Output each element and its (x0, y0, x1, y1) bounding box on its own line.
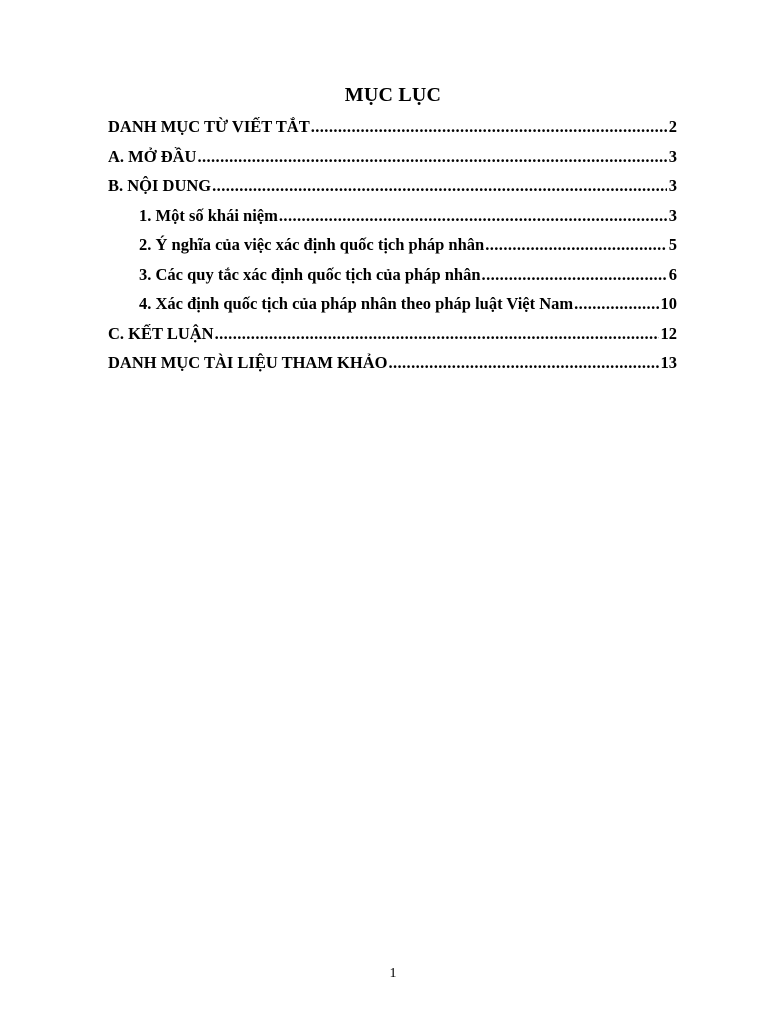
toc-entry-page: 13 (660, 353, 677, 372)
toc-entry-references[interactable] (108, 353, 677, 383)
toc-title: MỤC LỤC (344, 84, 442, 106)
toc-entry-introduction[interactable] (108, 147, 677, 177)
table-of-contents (108, 117, 677, 383)
toc-entry-page: 3 (668, 176, 677, 195)
toc-entry-page: 6 (668, 264, 677, 284)
toc-dot-leader (311, 117, 667, 137)
toc-entry-page: 3 (668, 205, 677, 225)
toc-entry-abbreviations[interactable] (108, 117, 677, 147)
toc-entry-text: 1. Một số khái niệm (139, 205, 278, 225)
toc-dot-leader (212, 176, 667, 196)
toc-entry-concepts[interactable] (108, 206, 677, 236)
toc-dot-leader (215, 324, 659, 344)
toc-entry-page: 2 (668, 117, 677, 136)
toc-entry-text: A. MỞ ĐẦU (108, 146, 197, 166)
page-number: 1 (389, 966, 397, 981)
toc-entry-page: 5 (668, 235, 677, 254)
toc-entry-page: 10 (660, 294, 677, 313)
toc-entry-conclusion[interactable] (108, 324, 677, 354)
toc-dot-leader (279, 206, 667, 226)
toc-entry-text: DANH MỤC TÀI LIỆU THAM KHẢO (108, 353, 388, 372)
toc-entry-text: C. KẾT LUẬN (108, 323, 214, 343)
toc-entry-vietnam-law[interactable] (108, 294, 677, 324)
toc-entry-content[interactable] (108, 176, 677, 206)
toc-dot-leader (574, 294, 658, 314)
toc-entry-text: DANH MỤC TỪ VIẾT TẮT (108, 117, 310, 136)
toc-entry-page: 12 (660, 323, 677, 343)
toc-dot-leader (388, 353, 658, 373)
toc-dot-leader (485, 235, 667, 255)
toc-entry-page: 3 (668, 146, 677, 166)
toc-entry-rules[interactable] (108, 265, 677, 295)
toc-dot-leader (482, 265, 667, 285)
toc-entry-text: 2. Ý nghĩa của việc xác định quốc tịch pháp nhân (139, 235, 485, 254)
toc-dot-leader (197, 147, 666, 167)
toc-entry-significance[interactable] (108, 235, 677, 265)
toc-entry-text: 3. Các quy tắc xác định quốc tịch của pháp nhân (139, 264, 481, 284)
toc-entry-text: 4. Xác định quốc tịch của pháp nhân theo pháp luật Việt Nam (139, 294, 574, 313)
toc-entry-text: B. NỘI DUNG (108, 176, 212, 195)
